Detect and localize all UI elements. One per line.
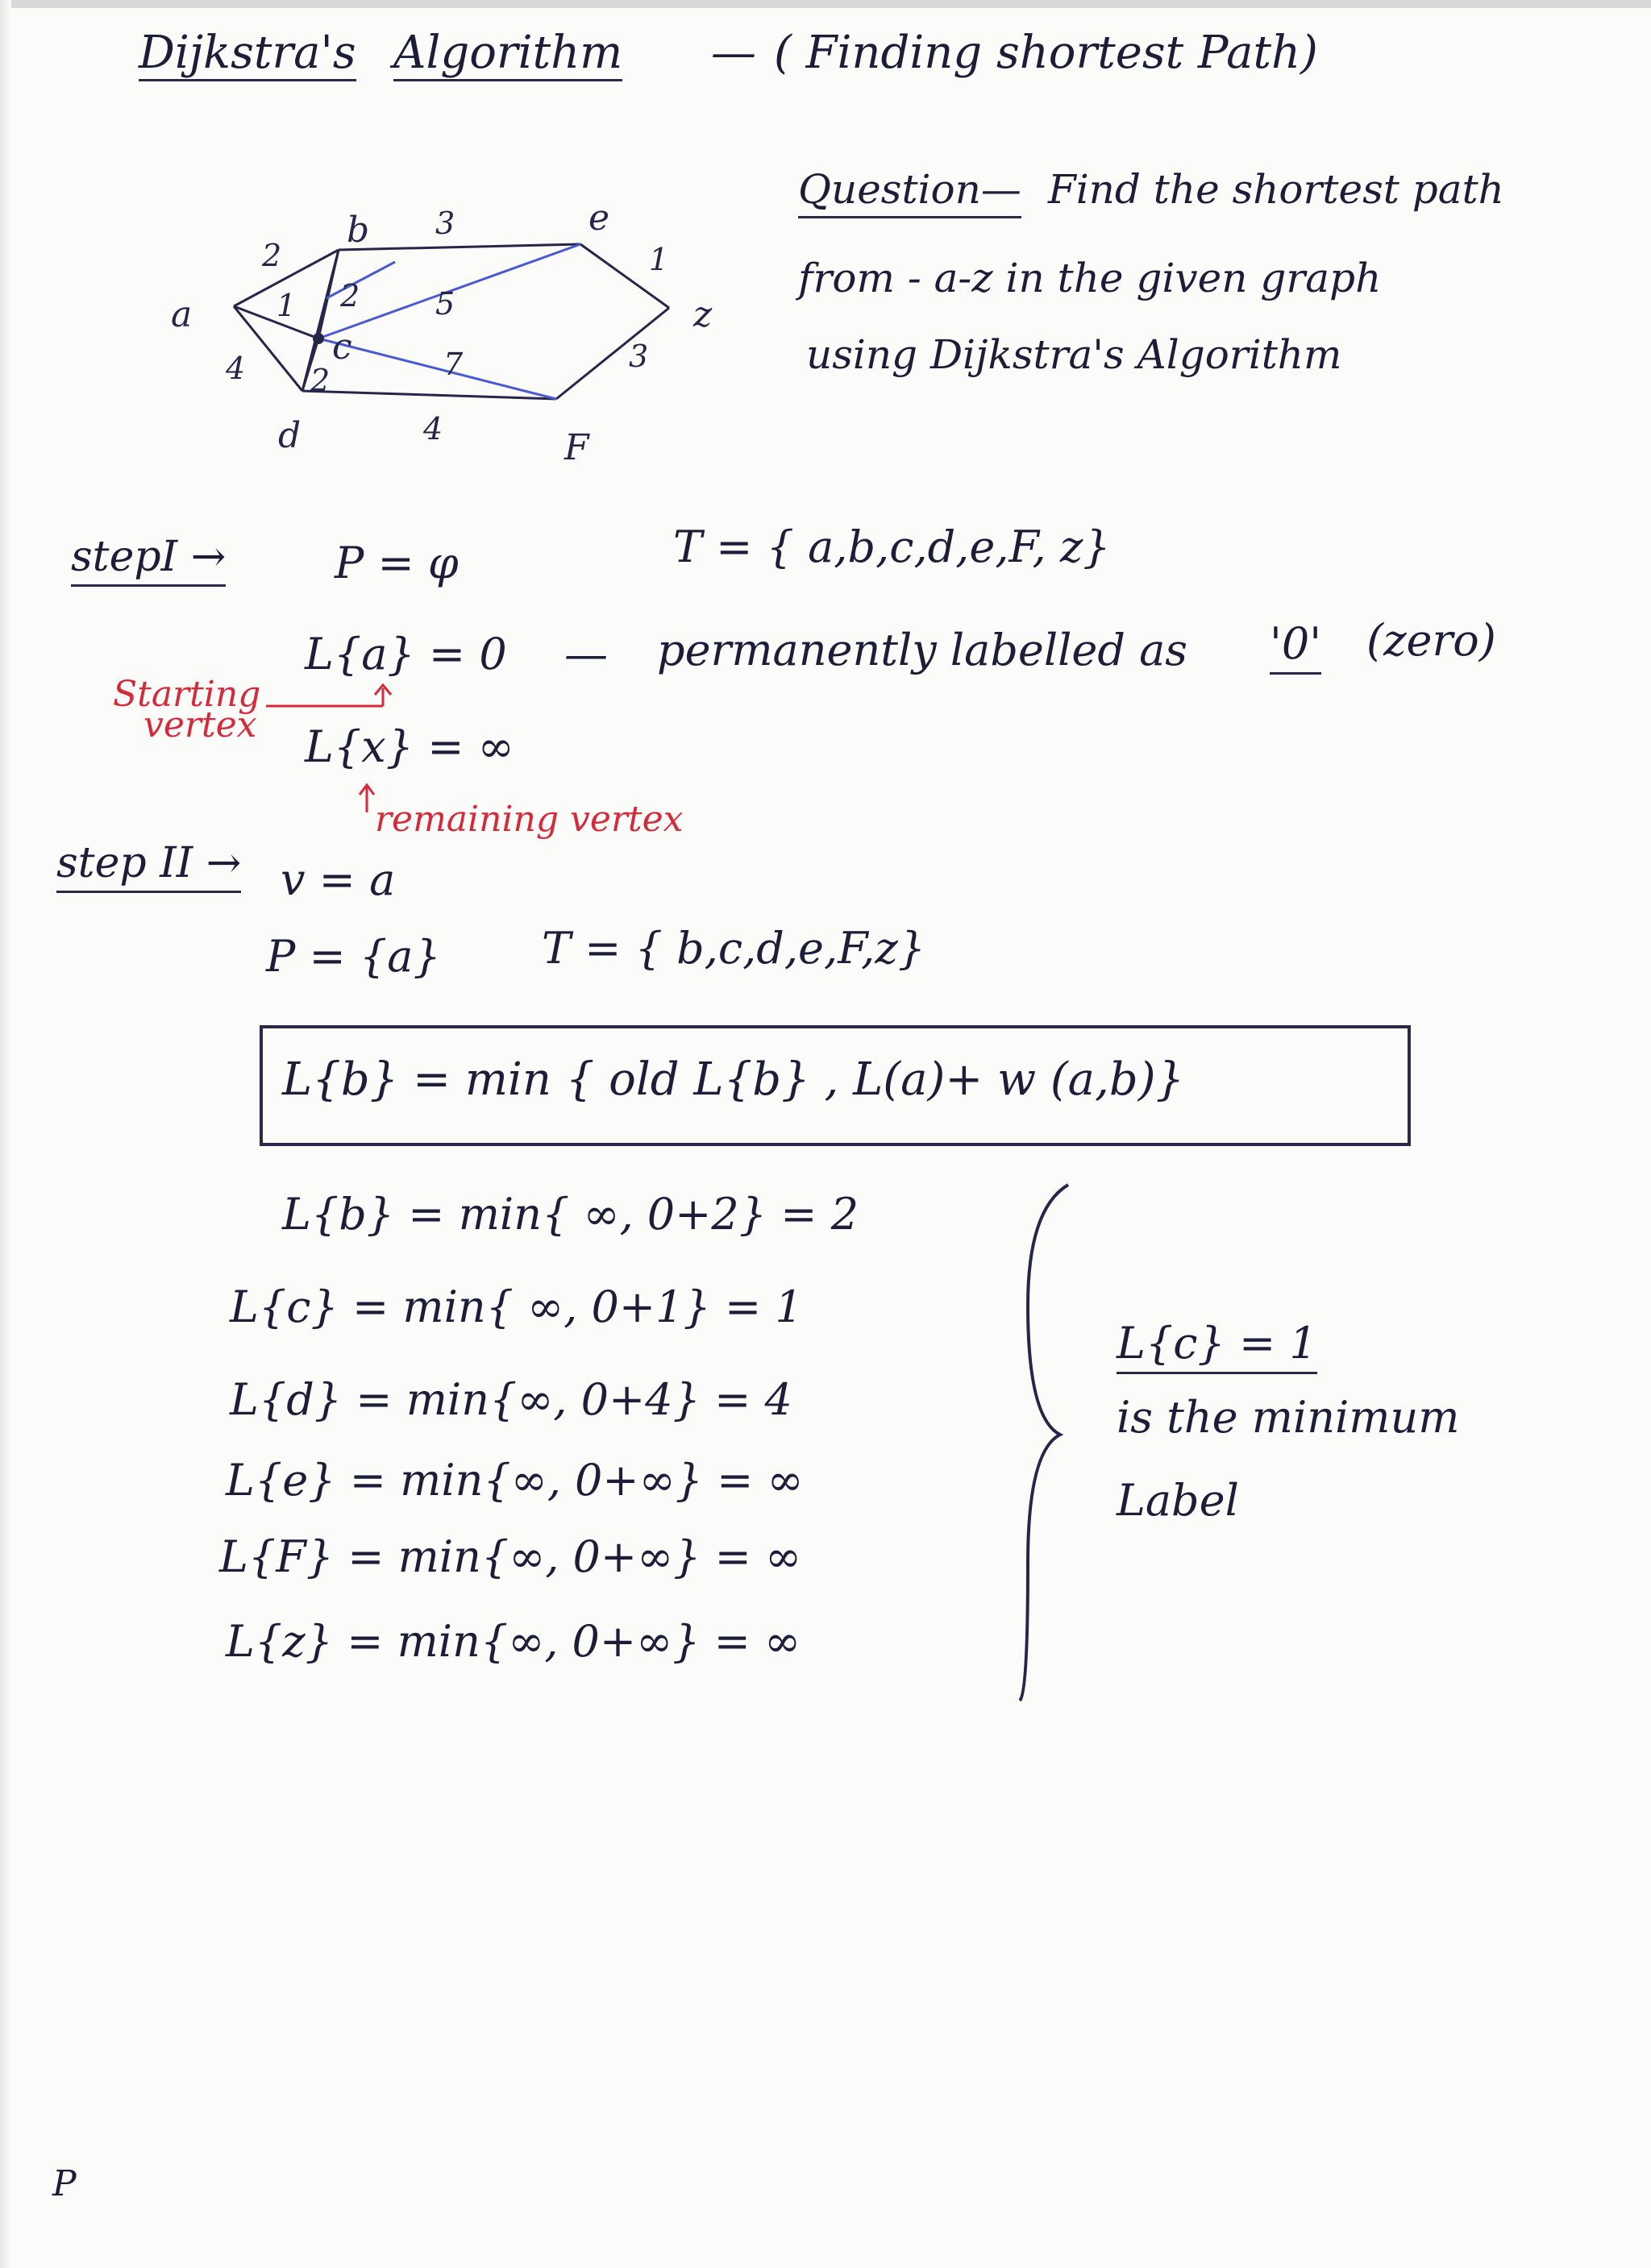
vertex-c-dot	[313, 333, 324, 344]
title-dijkstras: Dijkstra's	[139, 31, 356, 81]
edge-b-c-hint	[326, 262, 395, 298]
weight-c-f: 7	[443, 347, 464, 382]
step2-v: v = a	[281, 854, 396, 905]
weight-a-d: 4	[226, 351, 246, 386]
weight-c-d: 2	[310, 363, 331, 398]
calc-line-c: L{c} = min{ ∞, 0+1} = 1	[230, 1281, 803, 1332]
edge-c-f	[318, 339, 556, 399]
step2-p: P = {a}	[266, 931, 441, 982]
starting-arrow	[262, 683, 399, 712]
vertex-c-label: c	[332, 326, 352, 368]
weight-a-b: 2	[262, 238, 282, 273]
weight-a-c: 1	[277, 288, 297, 323]
question-line2: from - a-z in the given graph	[798, 255, 1382, 301]
curly-brace	[1004, 1177, 1092, 1709]
vertex-d-label: d	[278, 415, 302, 456]
remaining-vertex-label: remaining vertex	[375, 799, 684, 840]
weighted-graph	[153, 193, 766, 484]
weight-e-z: 1	[649, 242, 669, 277]
step1-p: P = φ	[335, 538, 459, 588]
edge-d-f	[302, 391, 556, 399]
step1-lx: L{x} = ∞	[305, 721, 514, 772]
calc-line-e: L{e} = min{∞, 0+∞} = ∞	[226, 1455, 804, 1506]
weight-d-f: 4	[423, 411, 443, 447]
step1-zero-word: (zero)	[1366, 615, 1496, 666]
step1-dash: —	[564, 629, 608, 679]
vertex-z-label: z	[693, 294, 713, 335]
page-mark: P	[52, 2163, 77, 2204]
page-top-edge	[0, 0, 1651, 8]
note-label: Label	[1117, 1475, 1239, 1526]
step1-t: T = { a,b,c,d,e,F, z}	[673, 521, 1111, 572]
page-left-edge	[0, 0, 11, 2268]
note-minimum: is the minimum	[1117, 1392, 1460, 1443]
vertex-a-label: a	[171, 294, 193, 335]
step1-zero: '0'	[1270, 622, 1321, 666]
title-subtitle: ( Finding shortest Path)	[774, 27, 1318, 79]
title-algorithm: Algorithm	[393, 31, 622, 81]
step2-t: T = { b,c,d,e,F,z}	[542, 923, 926, 974]
step1-la: L{a} = 0	[305, 629, 507, 679]
question-line1: Find the shortest path	[1048, 166, 1504, 213]
edge-f-z	[556, 308, 669, 399]
step2-label: step II →	[56, 842, 241, 884]
question-line3: using Dijkstra's Algorithm	[806, 331, 1342, 378]
weight-c-e: 5	[435, 286, 455, 322]
note-lc: L{c} = 1	[1117, 1322, 1317, 1365]
vertex-e-label: e	[588, 197, 610, 239]
starting-label: Starting	[113, 674, 261, 715]
step1-permanent: permanently labelled as	[657, 625, 1188, 675]
calc-line-b: L{b} = min{ ∞, 0+2} = 2	[282, 1189, 859, 1240]
vertex-b-label: b	[347, 210, 370, 251]
weight-b-e: 3	[435, 206, 455, 241]
calc-line-z: L{z} = min{∞, 0+∞} = ∞	[226, 1616, 801, 1667]
step1-label: stepI →	[71, 536, 226, 578]
weight-f-z: 3	[629, 339, 649, 374]
vertex-label: vertex	[143, 704, 257, 746]
question-label: Question—	[798, 169, 1021, 210]
formula-text: L{b} = min { old L{b} , L(a)+ w (a,b)}	[282, 1053, 1185, 1106]
vertex-f-label: F	[564, 427, 589, 468]
calc-line-d: L{d} = min{∞, 0+4} = 4	[230, 1374, 792, 1425]
weight-b-c: 2	[340, 278, 360, 314]
title-dash: —	[711, 27, 756, 79]
calc-line-f: L{F} = min{∞, 0+∞} = ∞	[219, 1531, 802, 1582]
edge-b-e	[339, 244, 580, 250]
